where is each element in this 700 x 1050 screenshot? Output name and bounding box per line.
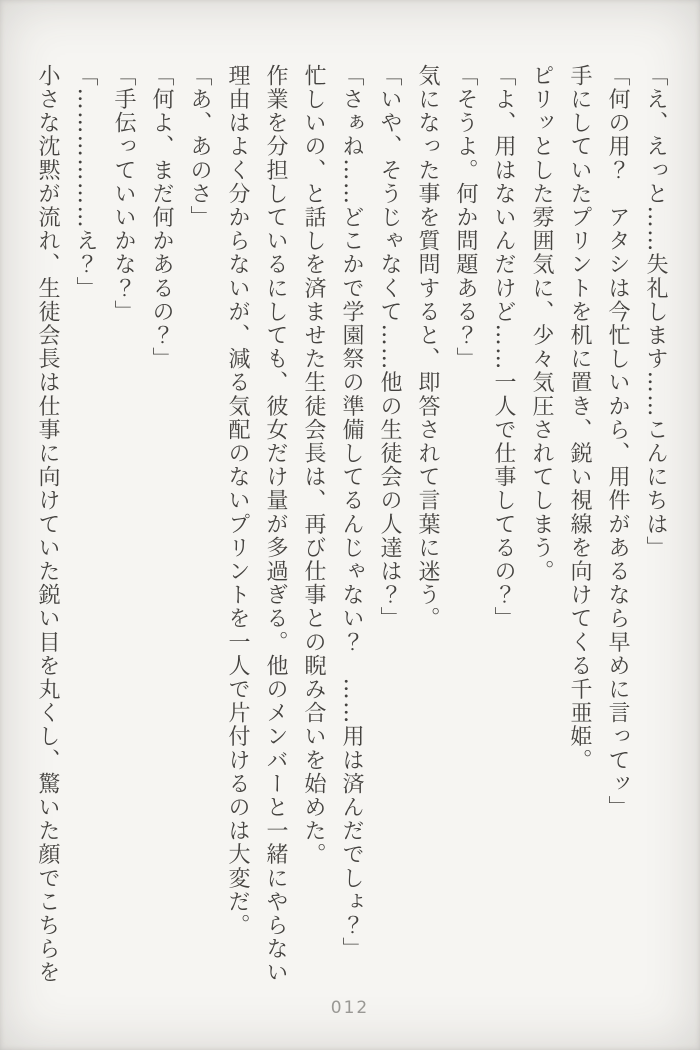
paragraph-line: 「よ、用はないんだけど……一人で仕事してるの？」 [491, 64, 516, 631]
paragraph-line: 「何の用？ アタシは今忙しいから、用件があるなら早めに言ってッ」 [605, 64, 630, 820]
paragraph-line: 作業を分担しているにしても、彼女だけ量が多過ぎる。他のメンバーと一緒にやらない理由はよく分からないが、減る気配のないプリントを一人で片付けるのは大変だ。 [225, 64, 288, 985]
paragraph-line: 「あ、あのさ」 [187, 64, 212, 230]
paragraph-line: 「そうよ。何か問題ある？」 [453, 64, 478, 371]
paragraph-line: 「………………え？」 [73, 64, 98, 300]
vertical-text-area [24, 64, 674, 990]
paragraph-line: 「何よ、まだ何かあるの？」 [149, 64, 174, 371]
paragraph-line: 忙しいの、と話しを済ませた生徒会長は、再び仕事との睨み合いを始めた。 [301, 64, 326, 867]
page-number: 012 [330, 998, 370, 1018]
paragraph-line: 気になった事を質問すると、即答されて言葉に迷う。 [415, 64, 440, 631]
paragraph-line: 「いや、そうじゃなくて……他の生徒会の人達は？」 [377, 64, 402, 631]
paragraph-line: ピリッとした雰囲気に、少々気圧されてしまう。 [529, 64, 554, 584]
paragraph-line: 「手伝っていいかな？」 [111, 64, 136, 324]
paragraph-line: 手にしていたプリントを机に置き、鋭い視線を向けてくる千亜姫。 [567, 64, 592, 772]
paragraph-line: 「え、えっと……失礼します……こんにちは」 [643, 64, 668, 560]
paragraph-line: 「さぁね……どこかで学園祭の準備してるんじゃない？ ……用は済んだでしょ？」 [339, 64, 364, 961]
paragraph-line: 小さな沈黙が流れ、生徒会長は仕事に向けていた鋭い目を丸くし、驚いた顔でこちらを [35, 64, 60, 985]
